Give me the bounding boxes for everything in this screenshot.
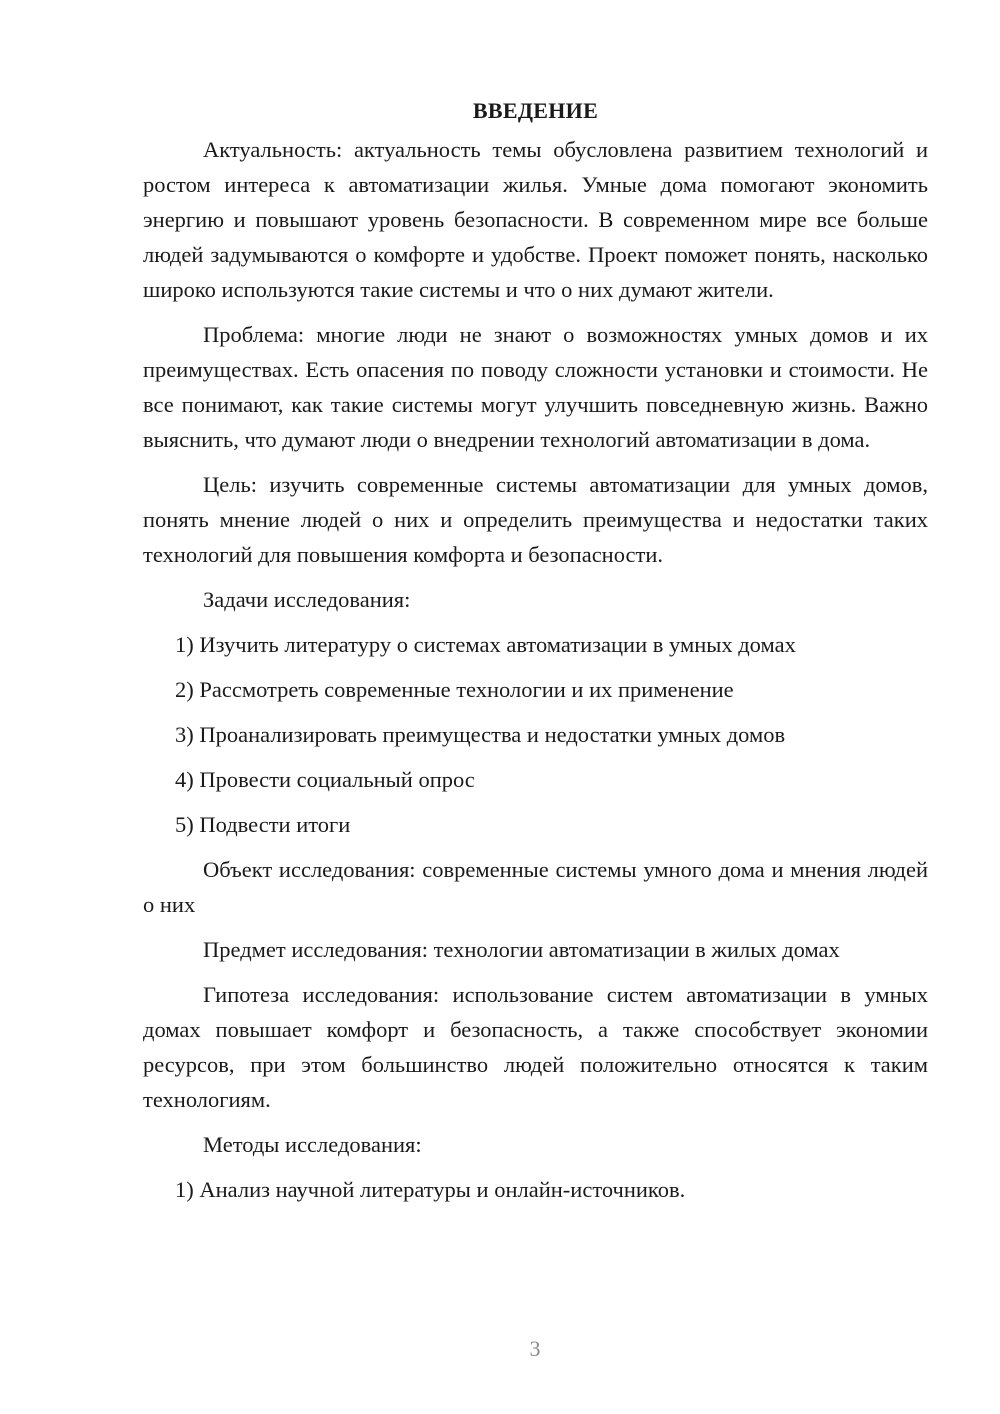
tasks-list <box>143 627 928 842</box>
page-number: 3 <box>529 1336 541 1361</box>
list-item: 4) Провести социальный опрос <box>175 767 475 792</box>
list-item: 3) Проанализировать преимущества и недостатки умных домов <box>175 722 786 747</box>
document-title: ВВЕДЕНИЕ <box>472 98 599 123</box>
subject-paragraph: Предмет исследования: технологии автоматизации в жилых домах <box>203 937 840 962</box>
methods-heading: Методы исследования: <box>203 1132 422 1157</box>
list-item: 2) Рассмотреть современные технологии и их применение <box>175 677 734 702</box>
list-item: 1) Анализ научной литературы и онлайн-источников. <box>175 1177 686 1202</box>
relevance-paragraph: Актуальность: актуальность темы обусловлена развитием технологий и ростом интереса к автоматизации жилья. Умные дома помогают экономить энергию и повышают уровень безопасности. В современном мире все больше людей задумываются о комфорте и удобстве. Проект поможет понять, насколько широко используются такие системы и что о них думают жители. <box>143 137 928 302</box>
document-page <box>143 96 928 1217</box>
object-paragraph: Объект исследования: современные системы умного дома и мнения людей о них <box>143 857 928 917</box>
hypothesis-paragraph: Гипотеза исследования: использование систем автоматизации в умных домах повышает комфорт и безопасность, а также способствует экономии ресурсов, при этом большинство людей положительно относятся к таким технологиям. <box>143 982 928 1112</box>
methods-list <box>143 1172 928 1207</box>
tasks-heading: Задачи исследования: <box>203 587 411 612</box>
list-item: 5) Подвести итоги <box>175 812 351 837</box>
problem-paragraph: Проблема: многие люди не знают о возможностях умных домов и их преимуществах. Есть опасения по поводу сложности установки и стоимости. Не все понимают, как такие системы могут улучшить повседневную жизнь. Важно выяснить, что думают люди о внедрении технологий автоматизации в дома. <box>143 322 928 452</box>
list-item: 1) Изучить литературу о системах автоматизации в умных домах <box>175 632 796 657</box>
goal-paragraph: Цель: изучить современные системы автоматизации для умных домов, понять мнение людей о них и определить преимущества и недостатки таких технологий для повышения комфорта и безопасности. <box>143 472 928 567</box>
